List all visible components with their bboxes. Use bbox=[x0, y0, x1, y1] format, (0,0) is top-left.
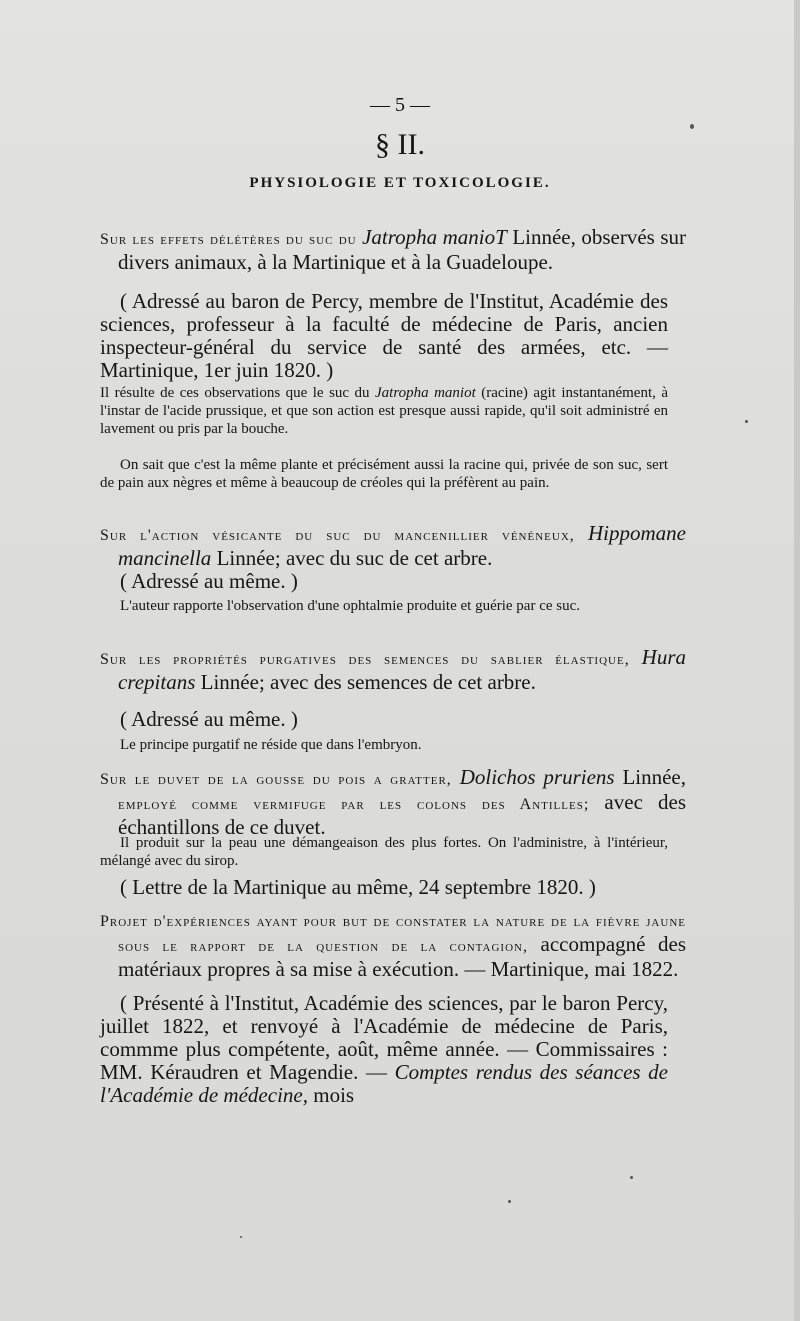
entry-4-title-mid: Linnée, bbox=[622, 765, 686, 789]
entry-5-title-sc: Projet d'expériences ayant pour but de constater la nature de la fièvre jaune sous le rapport de la question de la contagion, bbox=[100, 913, 686, 955]
section-heading: PHYSIOLOGIE ET TOXICOLOGIE. bbox=[249, 175, 551, 191]
entry-3-title bbox=[100, 646, 686, 694]
entry-1-addressed: ( Adressé au baron de Percy, membre de l'Institut, Académie des sciences, professeur à la faculté de médecine de Paris, ancien inspecteur-général du service de santé des armées, etc. — Martinique, 1er juin 1820. ) bbox=[100, 289, 668, 382]
entry-2-note: L'auteur rapporte l'observation d'une ophtalmie produite et guérie par ce suc. bbox=[120, 598, 581, 614]
entry-4-addressed: ( Lettre de la Martinique au même, 24 septembre 1820. ) bbox=[120, 875, 596, 899]
entry-5-presented-italic: Comptes rendus des séances de l'Académie de médecine, bbox=[100, 1060, 668, 1107]
entry-2-title-rest: Linnée; avec du suc de cet arbre. bbox=[216, 546, 493, 570]
page-number: — 5 — bbox=[370, 94, 430, 116]
entry-1-note-1-species: Jatropha maniot bbox=[375, 385, 476, 401]
entry-1-title-rest: Linnée, observés sur divers animaux, à la Martinique et à la Guadeloupe. bbox=[118, 225, 687, 274]
entry-4-title-rest: avec des échantillons de ce duvet. bbox=[118, 790, 687, 839]
entry-1-note-1-rest: (racine) agit instantanément, à l'instar de l'acide prussique, et que son action est presque aussi rapide, qu'il soit administré en lavement ou pris par la bouche. bbox=[100, 385, 668, 437]
entry-1-note-1-prefix: Il résulte de ces observations que le suc du bbox=[100, 385, 370, 401]
entry-4-title bbox=[100, 766, 686, 839]
entry-3-title-rest: Linnée; avec des semences de cet arbre. bbox=[200, 670, 536, 694]
entry-5-title bbox=[100, 908, 686, 981]
page-edge bbox=[794, 0, 800, 1321]
entry-5-title-rest: accompagné des matériaux propres à sa mise à exécution. — Martinique, mai 1822. bbox=[118, 932, 686, 981]
entry-1-note-2: On sait que c'est la même plante et précisément aussi la racine qui, privée de son suc, sert de pain aux nègres et même à beaucoup de créoles qui la préfèrent au pain. bbox=[100, 457, 668, 491]
entry-2-title bbox=[100, 522, 686, 570]
entry-3-species: Hura crepitans bbox=[118, 645, 686, 694]
entry-2-addressed: ( Adressé au même. ) bbox=[120, 569, 298, 593]
entry-1-title-prefix: Sur les effets délétères du suc du bbox=[100, 231, 357, 248]
entry-4-species: Dolichos pruriens bbox=[459, 765, 615, 789]
entry-5-presented-tail: mois bbox=[313, 1083, 355, 1107]
section-mark: § II. bbox=[375, 128, 425, 161]
entry-2-title-prefix: Sur l'action vésicante du suc du mancenillier vénéneux, bbox=[100, 527, 575, 544]
entry-3-note: Le principe purgatif ne réside que dans l'embryon. bbox=[120, 737, 422, 753]
entry-1-note-1 bbox=[100, 384, 668, 438]
entry-4-title-sc: employé comme vermifuge par les colons des Antilles; bbox=[118, 796, 590, 813]
entry-4-title-prefix: Sur le duvet de la gousse du pois a gratter, bbox=[100, 771, 452, 788]
entry-3-addressed: ( Adressé au même. ) bbox=[120, 707, 298, 731]
entry-2-species: Hippomane mancinella bbox=[118, 521, 687, 570]
entry-3-title-prefix: Sur les propriétés purgatives des semences du sablier élastique, bbox=[100, 651, 630, 668]
entry-1-species: Jatropha manioT bbox=[362, 225, 507, 249]
entry-1-title bbox=[100, 226, 686, 274]
entry-5-presented-text: ( Présenté à l'Institut, Académie des sciences, par le baron Percy, juillet 1822, et renvoyé à l'Académie de médecine de Paris, commme plus compétente, août, même année. — Commissaires : MM. Kéraudren et Magendie. — bbox=[100, 991, 668, 1084]
entry-4-note: Il produit sur la peau une démangeaison des plus fortes. On l'administre, à l'intérieur, mélangé avec du sirop. bbox=[100, 835, 668, 869]
entry-5-presented bbox=[100, 992, 668, 1107]
